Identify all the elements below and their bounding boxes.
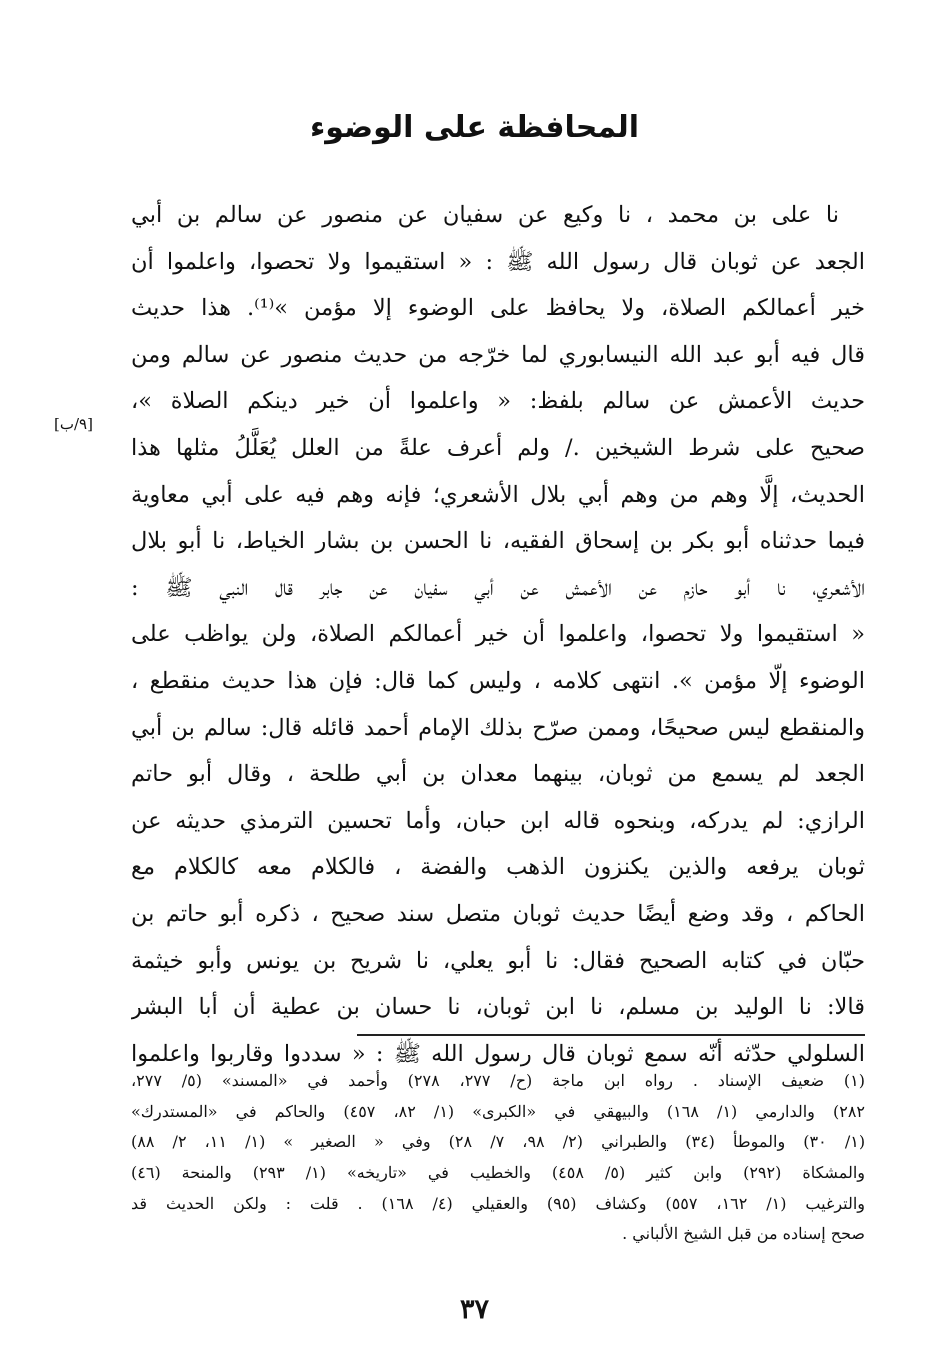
body-line: الوضوء إلّا مؤمن ». انتهى كلامه ، وليس كما قال: فإن هذا حديث منقطع ، [131, 667, 865, 694]
body-line: والمنقطع ليس صحيحًا، وممن صرّح بذلك الإمام أحمد قائله قال: سالم بن أبي [131, 714, 865, 741]
body-line: نا على بن محمد ، نا وكيع عن سفيان عن منصور عن سالم بن أبي [131, 202, 839, 228]
body-line: الجعد لم يسمع من ثوبان، بينهما معدان بن أبي طلحة ، وقال أبو حاتم [131, 761, 865, 788]
footnote-line: والترغيب (١/ ١٦٢، ٥٥٧) وكشاف (٩٥) والعقيلي (٤/ ١٦٨) . قلت : ولكن الحديث قد [131, 1193, 865, 1213]
main-text [131, 192, 865, 1077]
body-line: الرازي: لم يدركه، وبنحوه قاله ابن حبان، وأما تحسين الترمذي حديثه عن [131, 807, 865, 834]
body-line: خير أعمالكم الصلاة، ولا يحافظ على الوضوء إلا مؤمن »⁽¹⁾. هذا حديث [131, 295, 865, 322]
body-line: الحديث، إلَّا وهم من وهم أبي بلال الأشعري؛ فإنه وهم فيه على أبي معاوية [131, 481, 865, 508]
body-line: الحاكم ، وقد وضع أيضًا حديث ثوبان متصل سند صحيح ، ذكره أبو حاتم بن [131, 900, 865, 927]
body-line: الأشعري، نا أبو حازم عن الأعمش عن أبي سفيان عن جابر قال النبي ﷺ : [131, 574, 865, 601]
body-line: قالا: نا الوليد بن مسلم، نا ابن ثوبان، نا حسان بن عطية أن أبا البشر [131, 994, 865, 1021]
body-line: حديث الأعمش عن سالم بلفظ: « واعلموا أن خير دينكم الصلاة »، [131, 388, 865, 415]
body-line: صحيح على شرط الشيخين ./ ولم أعرف علةً من العلل يُعَلَّلُ مثلها هذا [131, 434, 865, 461]
footnote-line: والمشكاة (٢٩٢) وابن كثير (٥/ ٤٥٨) والخطيب في «تاريخه» (١/ ٢٩٣) والمنحة (٤٦) [131, 1163, 865, 1183]
footnote-separator [357, 1034, 865, 1036]
body-line: ثوبان يرفعه والذين يكنزون الذهب والفضة ، فالكلام معه كالكلام مع [131, 854, 865, 881]
footnote-line: (١/ ٣٠) والموطأ (٣٤) والطبراني (٢/ ٩٨، ٧/ ٢٨) وفي « الصغير » (١/ ١١، ٢/ ٨٨) [131, 1132, 865, 1152]
footnotes [131, 1066, 865, 1250]
body-line: قال فيه أبو عبد الله النيسابوري لما خرّجه من حديث منصور عن سالم ومن [131, 341, 865, 368]
footnote-line: (١) ضعيف الإسناد . رواه ابن ماجة (ح/ ٢٧٧، ٢٧٨) وأحمد في «المسند» (٥/ ٢٧٧، [131, 1071, 865, 1090]
folio-margin-note: [٩/ب] [54, 415, 93, 433]
page-number: ٣٧ [459, 1294, 489, 1325]
body-line: حبّان في كتابه الصحيح فقال: نا أبو يعلي، نا شريح بن يونس وأبو خيثمة [131, 947, 865, 974]
footnote-line: صحح إسناده من قبل الشيخ الألباني . [622, 1224, 865, 1244]
page-title: المحافظة على الوضوء [309, 110, 640, 145]
body-line: فيما حدثناه أبو بكر بن إسحاق الفقيه، نا الحسن بن بشار الخياط، نا أبو بلال [131, 528, 865, 555]
body-line: الجعد عن ثوبان قال رسول الله ﷺ : « استقيموا ولا تحصوا، واعلموا أن [131, 248, 865, 275]
footnote-line: ٢٨٢) والدارمي (١/ ١٦٨) والبيهقي في «الكبرى» (١/ ٨٢، ٤٥٧) والحاكم في «المستدرك» [131, 1101, 865, 1121]
body-line: « استقيموا ولا تحصوا، واعلموا أن خير أعمالكم الصلاة، ولن يواظب على [131, 621, 865, 648]
body-line: السلولي حدّثه أنّه سمع ثوبان قال رسول الله ﷺ : « سددوا وقاربوا واعلموا [131, 1040, 865, 1067]
